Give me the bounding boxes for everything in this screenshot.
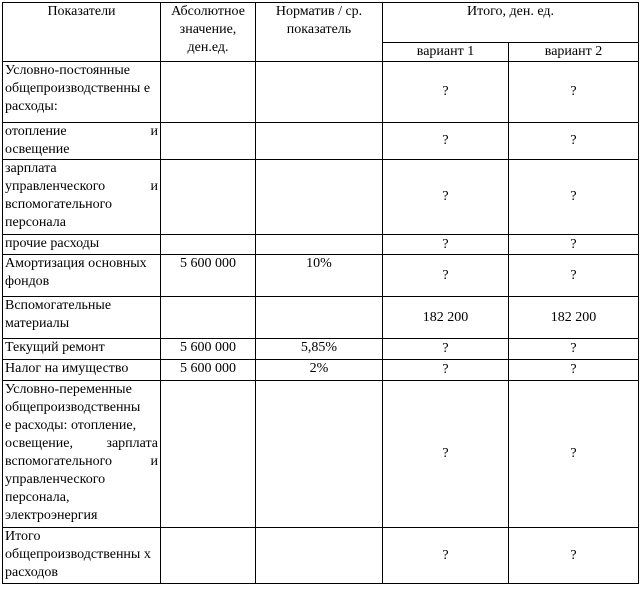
row-label: Амортизация основных фондов (3, 255, 161, 297)
row-label-part: зарплата (106, 436, 158, 451)
table-row (3, 255, 639, 297)
row-label-part: Условно-переменные (5, 382, 132, 397)
variant-2-cell: ? (509, 339, 639, 360)
variant-1-cell: ? (383, 339, 509, 360)
expenses-table (2, 2, 639, 584)
variant-1-cell: ? (383, 528, 509, 584)
row-label-part: управленческого (5, 179, 106, 194)
variant-2-cell: 182 200 (509, 297, 639, 339)
header-variant-1: вариант 1 (383, 43, 509, 62)
header-indicators: Показатели (3, 3, 161, 62)
absolute-value-cell (161, 160, 256, 235)
row-label-part: электроэнергия (5, 508, 98, 523)
row-label-part: общепроизводственны (5, 400, 141, 415)
row-label-part: е расходы: отопление, (5, 418, 137, 433)
table-row (3, 160, 639, 235)
absolute-value-cell: 5 600 000 (161, 360, 256, 381)
absolute-value-cell (161, 62, 256, 123)
absolute-value-cell (161, 123, 256, 160)
absolute-value-cell (161, 381, 256, 528)
row-label: Текущий ремонт (3, 339, 161, 360)
table-row (3, 381, 639, 528)
norm-cell (256, 123, 383, 160)
norm-cell: 5,85% (256, 339, 383, 360)
absolute-value-cell (161, 235, 256, 255)
norm-cell: 10% (256, 255, 383, 297)
variant-2-cell: ? (509, 62, 639, 123)
norm-cell (256, 235, 383, 255)
variant-2-cell: ? (509, 255, 639, 297)
norm-cell (256, 381, 383, 528)
table-row (3, 62, 639, 123)
row-label: Условно-постоянные общепроизводственны е расходы: (3, 62, 161, 123)
row-label-part: освещение, (5, 436, 73, 451)
variant-1-cell: ? (383, 235, 509, 255)
norm-cell (256, 62, 383, 123)
table-row (3, 123, 639, 160)
table-row (3, 528, 639, 584)
header-total: Итого, ден. ед. (383, 3, 639, 43)
row-label (3, 381, 161, 528)
row-label-part: управленческого (5, 472, 106, 487)
norm-cell (256, 297, 383, 339)
variant-2-cell: ? (509, 360, 639, 381)
variant-2-cell: ? (509, 528, 639, 584)
row-label-part: вспомогательного (5, 454, 113, 469)
absolute-value-cell: 5 600 000 (161, 339, 256, 360)
variant-1-cell: ? (383, 160, 509, 235)
row-label (3, 123, 161, 160)
header-norm: Норматив / ср. показатель (256, 3, 383, 62)
absolute-value-cell: 5 600 000 (161, 255, 256, 297)
absolute-value-cell (161, 528, 256, 584)
header-row (3, 3, 639, 43)
row-label-part: отопление (5, 124, 67, 139)
row-label-part: персонала (5, 215, 66, 230)
table-row (3, 297, 639, 339)
norm-cell: 2% (256, 360, 383, 381)
row-label: прочие расходы (3, 235, 161, 255)
variant-1-cell: ? (383, 255, 509, 297)
table-row (3, 360, 639, 381)
row-label: Итого общепроизводственны х расходов (3, 528, 161, 584)
row-label-part: и (150, 454, 158, 469)
header-absolute-value: Абсолютное значение, ден.ед. (161, 3, 256, 62)
variant-2-cell: ? (509, 160, 639, 235)
variant-1-cell: ? (383, 62, 509, 123)
header-variant-2: вариант 2 (509, 43, 639, 62)
row-label: Вспомогательные материалы (3, 297, 161, 339)
row-label (3, 160, 161, 235)
variant-2-cell: ? (509, 123, 639, 160)
row-label-part: и (150, 179, 158, 194)
row-label: Налог на имущество (3, 360, 161, 381)
variant-1-cell: 182 200 (383, 297, 509, 339)
row-label-part: освещение (5, 142, 70, 157)
row-label-part: персонала, (5, 490, 70, 505)
table-row (3, 235, 639, 255)
norm-cell (256, 528, 383, 584)
table-row (3, 339, 639, 360)
norm-cell (256, 160, 383, 235)
row-label-part: зарплата (5, 161, 57, 176)
variant-1-cell: ? (383, 360, 509, 381)
row-label-part: и (150, 124, 158, 139)
variant-1-cell: ? (383, 381, 509, 528)
variant-2-cell: ? (509, 381, 639, 528)
absolute-value-cell (161, 297, 256, 339)
variant-1-cell: ? (383, 123, 509, 160)
variant-2-cell: ? (509, 235, 639, 255)
row-label-part: вспомогательного (5, 197, 113, 212)
